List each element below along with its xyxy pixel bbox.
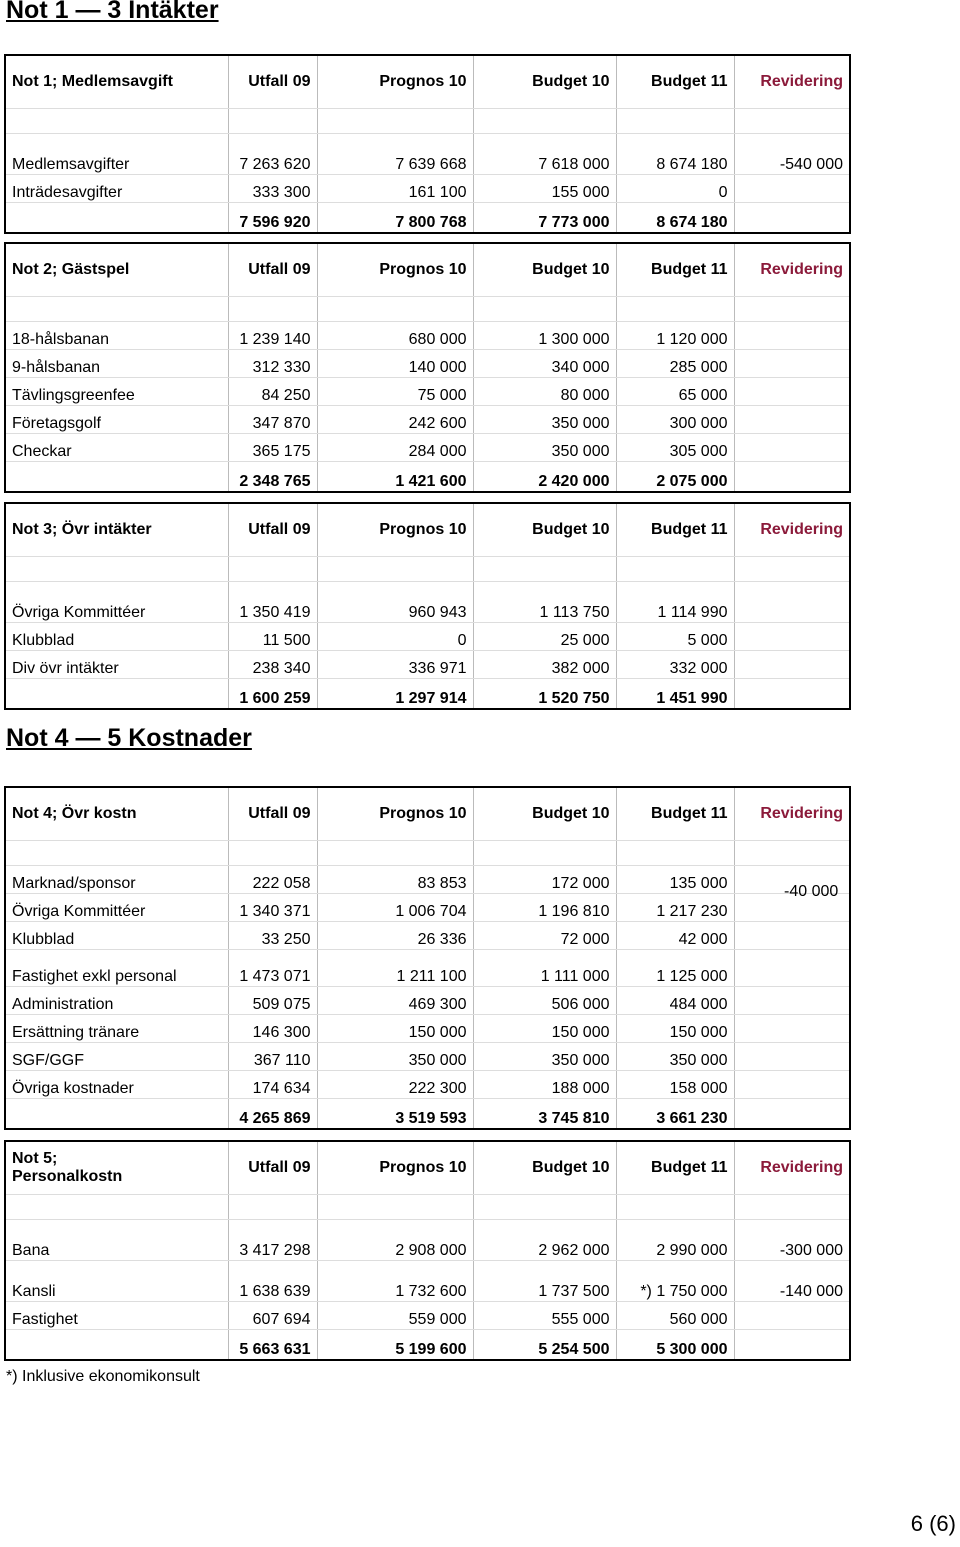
blank-cell (473, 557, 616, 582)
row-label: Övriga kostnader (5, 1071, 228, 1099)
blank-cell (5, 297, 228, 322)
column-header: Budget 10 (473, 787, 616, 841)
row-label: Fastighet (5, 1302, 228, 1330)
not4-revision-value: -40 000 (784, 883, 839, 900)
row-value: 150 000 (473, 1015, 616, 1043)
table-row (5, 950, 850, 987)
row-value: 350 000 (616, 1043, 734, 1071)
row-value: 300 000 (616, 406, 734, 434)
row-value: 1 300 000 (473, 322, 616, 350)
row-value: 188 000 (473, 1071, 616, 1099)
column-header: Prognos 10 (317, 243, 473, 297)
table-row (5, 175, 850, 203)
row-label: Marknad/sponsor (5, 866, 228, 894)
blank-cell (473, 109, 616, 134)
row-value: 72 000 (473, 922, 616, 950)
row-value: 5 000 (616, 623, 734, 651)
row-value: 1 350 419 (228, 582, 317, 623)
row-label: Klubblad (5, 623, 228, 651)
table-title: Not 1; Medlemsavgift (5, 55, 228, 109)
total-label (5, 462, 228, 493)
blank-cell (616, 841, 734, 866)
row-value: 135 000 (616, 866, 734, 894)
row-value: 367 110 (228, 1043, 317, 1071)
blank-cell (734, 557, 850, 582)
total-label (5, 203, 228, 234)
total-value (734, 203, 850, 234)
table-row (5, 866, 850, 894)
footnote: *) Inklusive ekonomikonsult (6, 1368, 200, 1385)
row-label: Övriga Kommittéer (5, 894, 228, 922)
column-header: Revidering (734, 503, 850, 557)
row-value: 1 113 750 (473, 582, 616, 623)
blank-cell (473, 1195, 616, 1220)
row-value: 1 340 371 (228, 894, 317, 922)
row-label: Kansli (5, 1261, 228, 1302)
row-value: 333 300 (228, 175, 317, 203)
row-value (734, 1071, 850, 1099)
row-value: 7 618 000 (473, 134, 616, 175)
total-value: 1 451 990 (616, 679, 734, 710)
row-value: 284 000 (317, 434, 473, 462)
row-value: 285 000 (616, 350, 734, 378)
row-value: 150 000 (317, 1015, 473, 1043)
blank-cell (228, 557, 317, 582)
blank-cell (317, 1195, 473, 1220)
row-value: 8 674 180 (616, 134, 734, 175)
blank-cell (473, 297, 616, 322)
blank-cell (5, 841, 228, 866)
total-value: 3 661 230 (616, 1099, 734, 1130)
row-value (734, 406, 850, 434)
table-title: Not 3; Övr intäkter (5, 503, 228, 557)
row-value: 161 100 (317, 175, 473, 203)
row-value: 174 634 (228, 1071, 317, 1099)
row-value: 1 211 100 (317, 950, 473, 987)
column-header: Revidering (734, 243, 850, 297)
row-value: 312 330 (228, 350, 317, 378)
header-row (5, 55, 850, 109)
row-value: 80 000 (473, 378, 616, 406)
column-header: Prognos 10 (317, 55, 473, 109)
row-value: 350 000 (317, 1043, 473, 1071)
table-not4 (4, 786, 851, 1130)
blank-cell (734, 109, 850, 134)
total-value: 5 663 631 (228, 1330, 317, 1361)
row-label: Div övr intäkter (5, 651, 228, 679)
blank-cell (5, 557, 228, 582)
row-value: 242 600 (317, 406, 473, 434)
row-value: 607 694 (228, 1302, 317, 1330)
row-value: 382 000 (473, 651, 616, 679)
blank-cell (317, 109, 473, 134)
title-line-1: Not 5; (12, 1150, 58, 1167)
row-value: 555 000 (473, 1302, 616, 1330)
total-value: 5 254 500 (473, 1330, 616, 1361)
row-label: Administration (5, 987, 228, 1015)
row-value: 1 114 990 (616, 582, 734, 623)
blank-cell (228, 109, 317, 134)
table-row (5, 378, 850, 406)
row-value (734, 350, 850, 378)
row-value: 238 340 (228, 651, 317, 679)
blank-cell (228, 297, 317, 322)
row-value: -540 000 (734, 134, 850, 175)
row-value: 25 000 (473, 623, 616, 651)
column-header: Utfall 09 (228, 503, 317, 557)
row-label: Företagsgolf (5, 406, 228, 434)
total-value: 7 773 000 (473, 203, 616, 234)
row-value: 305 000 (616, 434, 734, 462)
row-label: Inträdesavgifter (5, 175, 228, 203)
total-value: 2 075 000 (616, 462, 734, 493)
table-row (5, 987, 850, 1015)
row-label: Medlemsavgifter (5, 134, 228, 175)
row-value: 680 000 (317, 322, 473, 350)
column-header: Prognos 10 (317, 787, 473, 841)
column-header: Budget 11 (616, 1141, 734, 1195)
total-value (734, 1099, 850, 1130)
row-label: Ersättning tränare (5, 1015, 228, 1043)
table-not3 (4, 502, 851, 710)
header-row (5, 243, 850, 297)
table-not2 (4, 242, 851, 493)
column-header: Revidering (734, 55, 850, 109)
table-row (5, 434, 850, 462)
blank-cell (5, 1195, 228, 1220)
row-value: 506 000 (473, 987, 616, 1015)
row-value: 509 075 (228, 987, 317, 1015)
row-label: Tävlingsgreenfee (5, 378, 228, 406)
table-row (5, 894, 850, 922)
total-label (5, 1330, 228, 1361)
total-value: 7 800 768 (317, 203, 473, 234)
section-heading-kostnader: Not 4 — 5 Kostnader (6, 724, 252, 752)
total-label (5, 679, 228, 710)
row-value: 2 990 000 (616, 1220, 734, 1261)
row-value: 155 000 (473, 175, 616, 203)
title-line-2: Personalkostn (12, 1168, 123, 1185)
row-value: 158 000 (616, 1071, 734, 1099)
table-title (5, 1141, 228, 1195)
column-header: Budget 10 (473, 243, 616, 297)
row-value (734, 434, 850, 462)
column-header: Utfall 09 (228, 55, 317, 109)
row-value: 347 870 (228, 406, 317, 434)
header-row (5, 787, 850, 841)
total-value (734, 462, 850, 493)
row-value: 11 500 (228, 623, 317, 651)
row-value: 222 058 (228, 866, 317, 894)
total-value: 1 520 750 (473, 679, 616, 710)
blank-cell (473, 841, 616, 866)
total-value: 4 265 869 (228, 1099, 317, 1130)
total-value: 5 199 600 (317, 1330, 473, 1361)
row-value: 75 000 (317, 378, 473, 406)
row-value: 0 (317, 623, 473, 651)
row-value: 0 (616, 175, 734, 203)
total-value: 8 674 180 (616, 203, 734, 234)
table-row (5, 922, 850, 950)
row-value (734, 1015, 850, 1043)
blank-cell (734, 297, 850, 322)
blank-cell (616, 109, 734, 134)
row-value (734, 623, 850, 651)
blank-cell (317, 297, 473, 322)
row-value: 1 111 000 (473, 950, 616, 987)
row-value: *) 1 750 000 (616, 1261, 734, 1302)
blank-cell (734, 1195, 850, 1220)
row-value: 559 000 (317, 1302, 473, 1330)
column-header: Budget 11 (616, 55, 734, 109)
row-value: 3 417 298 (228, 1220, 317, 1261)
table-row (5, 651, 850, 679)
row-label: SGF/GGF (5, 1043, 228, 1071)
table-row (5, 406, 850, 434)
row-value: -140 000 (734, 1261, 850, 1302)
row-value: 350 000 (473, 406, 616, 434)
table-row (5, 350, 850, 378)
table-row (5, 134, 850, 175)
row-value: 42 000 (616, 922, 734, 950)
row-value: 150 000 (616, 1015, 734, 1043)
row-value: 365 175 (228, 434, 317, 462)
page-number: 6 (6) (910, 1511, 956, 1536)
row-value (734, 322, 850, 350)
column-header: Budget 11 (616, 503, 734, 557)
row-value: 33 250 (228, 922, 317, 950)
row-value: 1 196 810 (473, 894, 616, 922)
total-value: 1 421 600 (317, 462, 473, 493)
row-value: 7 263 620 (228, 134, 317, 175)
row-value: 172 000 (473, 866, 616, 894)
table-row (5, 1015, 850, 1043)
row-label: Fastighet exkl personal (5, 950, 228, 987)
row-value: 83 853 (317, 866, 473, 894)
blank-cell (616, 297, 734, 322)
row-value (734, 651, 850, 679)
total-row (5, 462, 850, 493)
header-row (5, 503, 850, 557)
blank-cell (5, 109, 228, 134)
row-value: 336 971 (317, 651, 473, 679)
row-value (734, 950, 850, 987)
row-value: 1 239 140 (228, 322, 317, 350)
column-header: Revidering (734, 1141, 850, 1195)
row-value: 1 120 000 (616, 322, 734, 350)
total-value: 7 596 920 (228, 203, 317, 234)
row-value (734, 378, 850, 406)
row-value: 1 737 500 (473, 1261, 616, 1302)
row-value: 1 638 639 (228, 1261, 317, 1302)
row-label: 18-hålsbanan (5, 322, 228, 350)
row-value: 1 217 230 (616, 894, 734, 922)
row-value: 1 006 704 (317, 894, 473, 922)
table-not5 (4, 1140, 851, 1361)
row-value: 140 000 (317, 350, 473, 378)
total-value: 1 600 259 (228, 679, 317, 710)
column-header: Revidering (734, 787, 850, 841)
total-value: 1 297 914 (317, 679, 473, 710)
total-row (5, 1330, 850, 1361)
row-value: 560 000 (616, 1302, 734, 1330)
total-value: 3 745 810 (473, 1099, 616, 1130)
total-value: 5 300 000 (616, 1330, 734, 1361)
row-value: 332 000 (616, 651, 734, 679)
row-value: 2 962 000 (473, 1220, 616, 1261)
row-label: Checkar (5, 434, 228, 462)
total-value: 2 348 765 (228, 462, 317, 493)
table-row (5, 582, 850, 623)
blank-cell (317, 557, 473, 582)
row-value: 84 250 (228, 378, 317, 406)
row-value: -300 000 (734, 1220, 850, 1261)
row-value (734, 922, 850, 950)
table-row (5, 1220, 850, 1261)
row-value: 1 473 071 (228, 950, 317, 987)
row-value: 1 732 600 (317, 1261, 473, 1302)
row-value: 222 300 (317, 1071, 473, 1099)
row-value: 7 639 668 (317, 134, 473, 175)
row-value: 484 000 (616, 987, 734, 1015)
column-header: Budget 11 (616, 243, 734, 297)
table-row (5, 322, 850, 350)
total-value (734, 1330, 850, 1361)
blank-cell (616, 1195, 734, 1220)
total-row (5, 203, 850, 234)
blank-cell (228, 841, 317, 866)
row-value: 146 300 (228, 1015, 317, 1043)
total-value (734, 679, 850, 710)
header-row (5, 1141, 850, 1195)
row-value: 2 908 000 (317, 1220, 473, 1261)
section-heading-intakter: Not 1 — 3 Intäkter (6, 0, 219, 24)
row-value: 350 000 (473, 434, 616, 462)
table-row (5, 1261, 850, 1302)
row-label: Bana (5, 1220, 228, 1261)
blank-cell (317, 841, 473, 866)
column-header: Prognos 10 (317, 503, 473, 557)
column-header: Budget 10 (473, 503, 616, 557)
row-value: 1 125 000 (616, 950, 734, 987)
total-row (5, 1099, 850, 1130)
table-title: Not 2; Gästspel (5, 243, 228, 297)
row-label: Klubblad (5, 922, 228, 950)
table-not1 (4, 54, 851, 234)
table-row (5, 623, 850, 651)
row-value: 469 300 (317, 987, 473, 1015)
row-value: 65 000 (616, 378, 734, 406)
row-value: 350 000 (473, 1043, 616, 1071)
column-header: Budget 10 (473, 1141, 616, 1195)
column-header: Utfall 09 (228, 787, 317, 841)
column-header: Budget 11 (616, 787, 734, 841)
total-label (5, 1099, 228, 1130)
table-row (5, 1043, 850, 1071)
blank-cell (734, 841, 850, 866)
total-value: 2 420 000 (473, 462, 616, 493)
row-label: 9-hålsbanan (5, 350, 228, 378)
row-label: Övriga Kommittéer (5, 582, 228, 623)
column-header: Prognos 10 (317, 1141, 473, 1195)
table-title: Not 4; Övr kostn (5, 787, 228, 841)
row-value (734, 987, 850, 1015)
column-header: Utfall 09 (228, 1141, 317, 1195)
row-value: 340 000 (473, 350, 616, 378)
table-row (5, 1071, 850, 1099)
row-value: 26 336 (317, 922, 473, 950)
column-header: Budget 10 (473, 55, 616, 109)
row-value (734, 1302, 850, 1330)
table-row (5, 1302, 850, 1330)
row-value: 960 943 (317, 582, 473, 623)
row-value (734, 1043, 850, 1071)
row-value (734, 582, 850, 623)
blank-cell (616, 557, 734, 582)
total-row (5, 679, 850, 710)
total-value: 3 519 593 (317, 1099, 473, 1130)
column-header: Utfall 09 (228, 243, 317, 297)
blank-cell (228, 1195, 317, 1220)
row-value (734, 175, 850, 203)
